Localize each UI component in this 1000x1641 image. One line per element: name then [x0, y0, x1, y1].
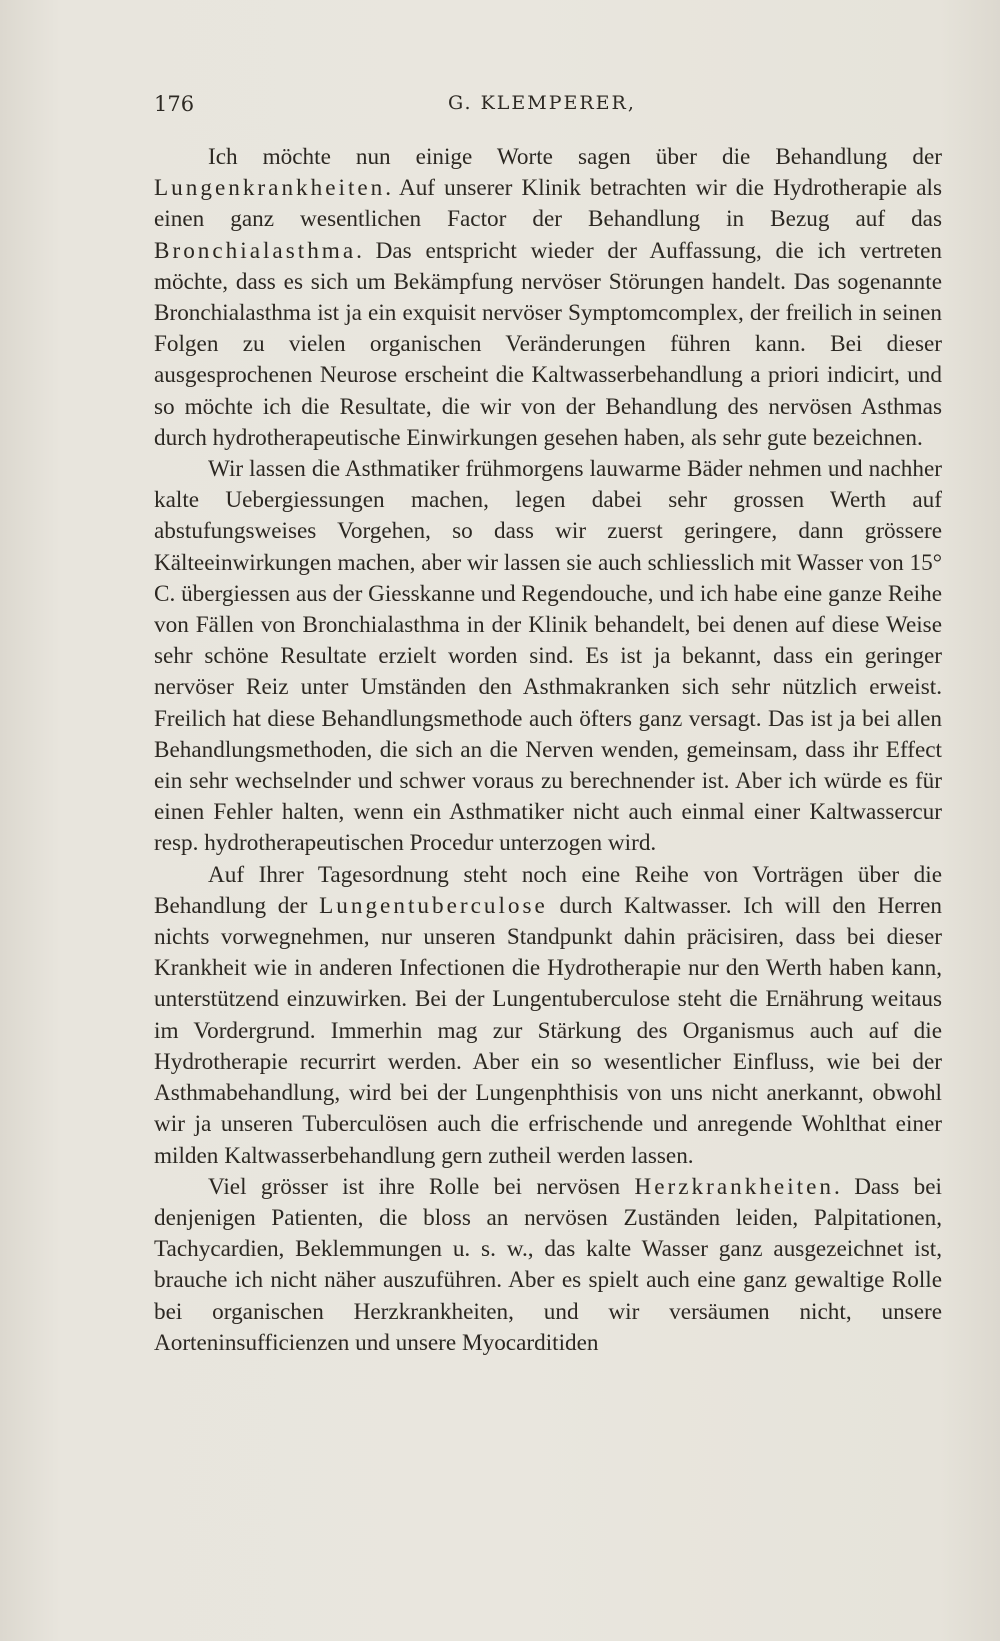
text-segment: Ich möchte nun einige Worte sagen über die Behandlung der: [208, 144, 942, 170]
emphasized-term: Herzkrankheiten: [634, 1173, 834, 1200]
page-header: [154, 92, 934, 122]
text-segment: Auf Ihrer Tagesordnung steht noch eine Reihe von Vorträgen über die Behandlung der: [154, 861, 942, 919]
emphasized-term: Lungenkrankheiten: [154, 175, 386, 202]
text-segment: Viel grösser ist ihre Rolle bei nervösen: [208, 1173, 635, 1200]
emphasized-term: Bronchialasthma: [154, 237, 357, 264]
text-segment: durch Kaltwasser. Ich will den Herren nichts vorwegnehmen, nur unseren Standpunkt dahin präcisiren, dass bei dieser Krankheit wie in anderen Infectionen die Hydrotherapie nur den Werth haben kann, unterstützend einzuwirken. Bei der Lungentuberculose steht die Ernährung weitaus im Vordergrund. Immerhin mag zur Stärkung des Organismus auch auf die Hydrotherapie recurrirt werden. Aber ein so wesentlicher Einfluss, wie bei der Asthmabehandlung, wird bei der Lungenphthisis von uns nicht anerkannt, obwohl wir ja unseren Tuberculösen auch die erfrischende und anregende Wohlthat einer milden Kaltwasserbehandlung gern zutheil werden lassen.: [154, 892, 942, 1169]
paragraph-4: [154, 1172, 942, 1359]
running-head: G. KLEMPERER,: [448, 92, 636, 114]
text-segment: . Auf unserer Klinik betrachten wir die Hydrotherapie als einen ganz wesentlichen Factor der Behandlung in Bezug auf das: [154, 175, 942, 233]
emphasized-term: Lungentuberculose: [319, 892, 548, 919]
text-segment: Wir lassen die Asthmatiker frühmorgens lauwarme Bäder nehmen und nachher kalte Uebergiessungen machen, legen dabei sehr grossen Werth auf abstufungsweises Vorgehen, so dass wir zuerst geringere, dann grössere Kälteeinwirkungen machen, aber wir lassen sie auch schliesslich mit Wasser von 15° C. übergiessen aus der Giesskanne und Regendouche, und ich habe eine ganze Reihe von Fällen von Bronchialasthma in der Klinik behandelt, bei denen auf diese Weise sehr schöne Resultate erzielt worden sind. Es ist ja bekannt, dass ein geringer nervöser Reiz unter Umständen den Asthmakranken sich sehr nützlich erweist. Freilich hat diese Behandlungsmethode auch öfters ganz versagt. Das ist ja bei allen Behandlungsmethoden, die sich an die Nerven wenden, gemeinsam, dass ihr Effect ein sehr wechselnder und schwer voraus zu berechnender ist. Aber ich würde es für einen Fehler halten, wenn ein Asthmatiker nicht auch einmal einer Kaltwassercur resp. hydrotherapeutischen Procedur unterzogen wird.: [154, 456, 942, 857]
text-segment: . Dass bei denjenigen Patienten, die bloss an nervösen Zuständen leiden, Palpitationen, Tachycardien, Beklemmungen u. s. w., das kalte Wasser ganz ausgezeichnet ist, brauche ich nicht näher auszuführen. Aber es spielt auch eine ganz gewaltige Rolle bei organischen Herzkrankheiten, und wir versäumen nicht, unsere Aorteninsufficienzen und unsere Myocarditiden: [154, 1173, 942, 1356]
text-segment: . Das entspricht wieder der Auffassung, die ich vertreten möchte, dass es sich um Bekämpfung nervöser Störungen handelt. Das sogenannte Bronchialasthma ist ja ein exquisit nervöser Symptomcomplex, der freilich in seinen Folgen zu vielen organischen Veränderungen führen kann. Bei dieser ausgesprochenen Neurose erscheint die Kaltwasserbehandlung a priori indicirt, und so möchte ich die Resultate, die wir von der Behandlung des nervösen Asthmas durch hydrotherapeutische Einwirkungen gesehen haben, als sehr gute bezeichnen.: [154, 237, 942, 451]
paragraph-2: [154, 454, 942, 860]
body-text: [154, 142, 942, 1359]
page-number: 176: [154, 92, 195, 116]
paragraph-3: [154, 860, 942, 1172]
paragraph-1: [154, 142, 942, 454]
